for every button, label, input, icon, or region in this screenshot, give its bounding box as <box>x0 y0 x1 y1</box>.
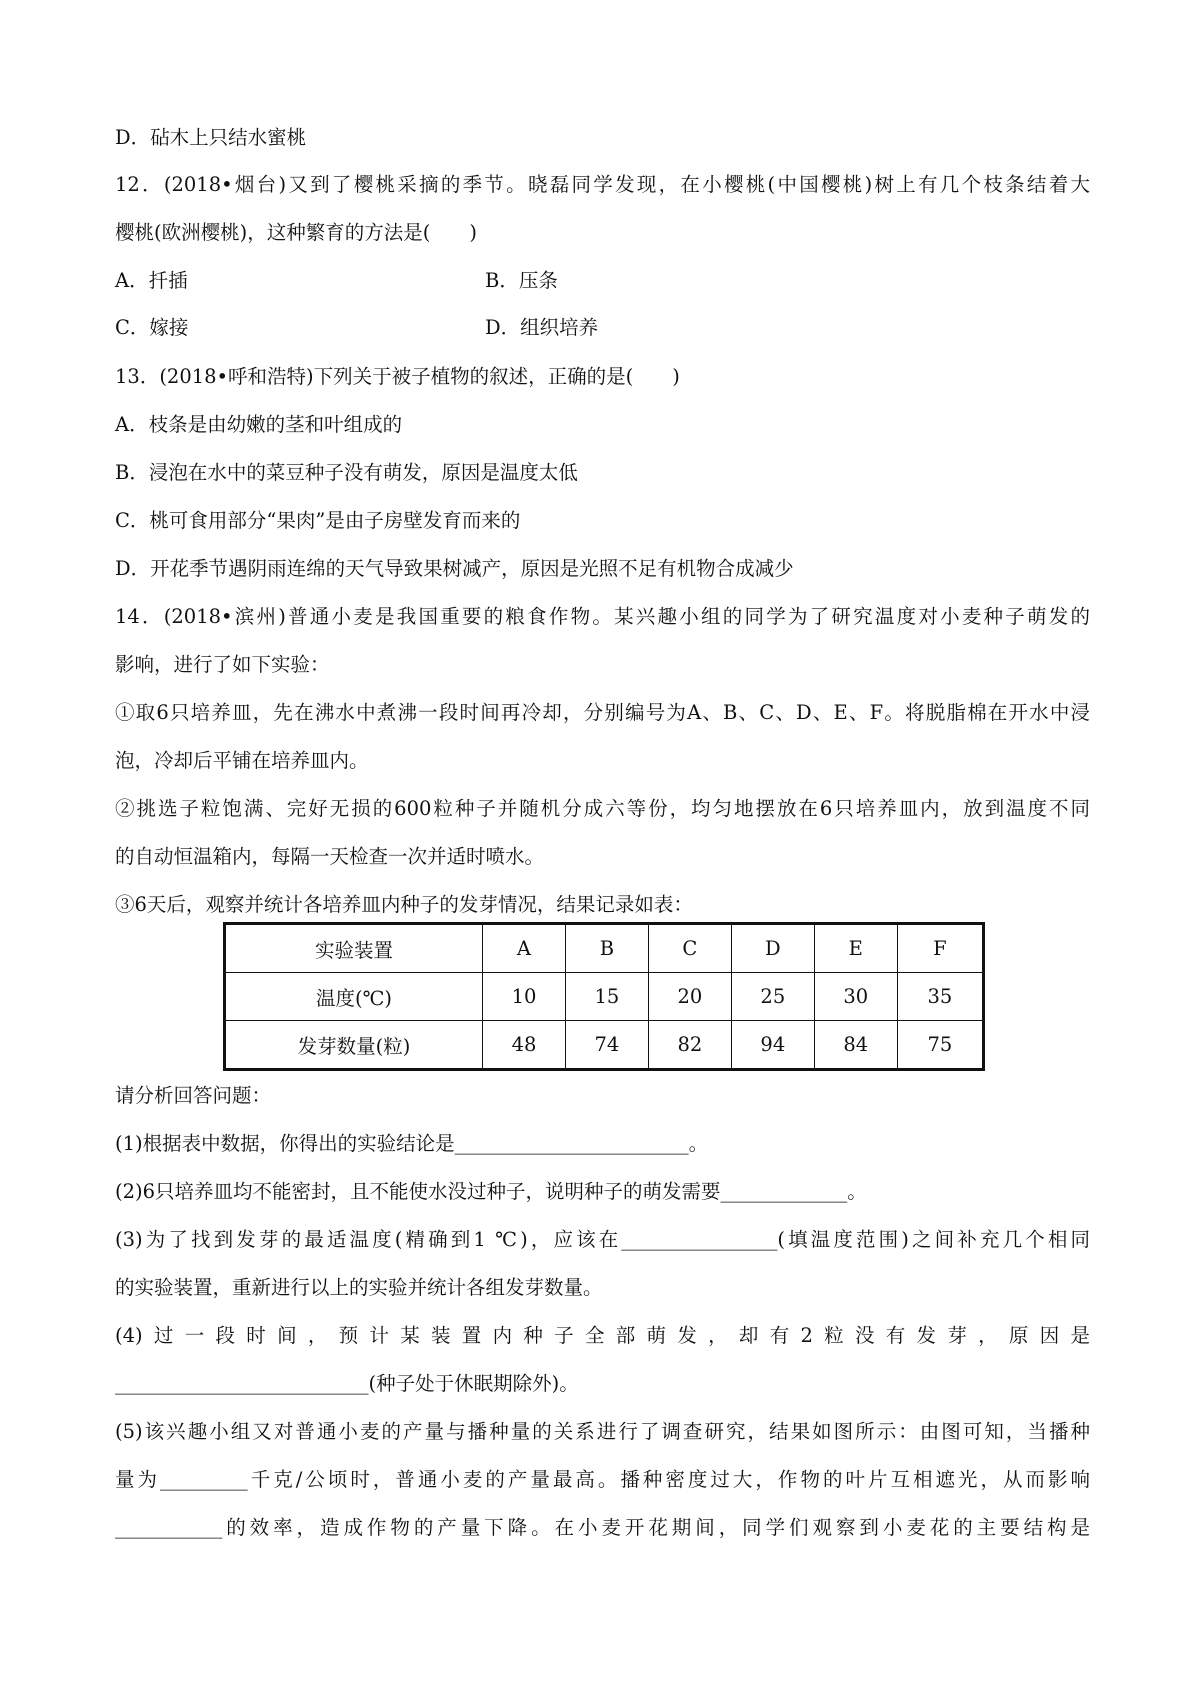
table-cell: F <box>897 924 983 973</box>
table-row <box>225 973 984 1021</box>
table-cell: 实验装置 <box>225 924 483 973</box>
table-cell: 20 <box>648 973 731 1021</box>
table-cell: 48 <box>483 1021 566 1070</box>
results-table <box>223 922 985 1071</box>
q13-option-b: B．浸泡在水中的菜豆种子没有萌发，原因是温度太低 <box>115 461 578 484</box>
q14-stem-line1: 14．(2018•滨州)普通小麦是我国重要的粮食作物。某兴趣小组的同学为了研究温度对小麦种子萌发的 <box>115 605 1090 628</box>
q14-step2-line2: 的自动恒温箱内，每隔一天检查一次并适时喷水。 <box>115 845 545 868</box>
q14-part1: (1)根据表中数据，你得出的实验结论是________________________。 <box>115 1132 709 1155</box>
q14-part2: (2)6只培养皿均不能密封，且不能使水没过种子，说明种子的萌发需要_____________。 <box>115 1180 867 1203</box>
q13-option-a: A．枝条是由幼嫩的茎和叶组成的 <box>115 413 403 436</box>
q14-step1-line1: ①取6只培养皿，先在沸水中煮沸一段时间再冷却，分别编号为A、B、C、D、E、F。将脱脂棉在开水中浸 <box>115 701 1090 724</box>
table-cell: D <box>731 924 814 973</box>
q14-prompt: 请分析回答问题： <box>115 1084 272 1107</box>
q14-step1-line2: 泡，冷却后平铺在培养皿内。 <box>115 749 369 772</box>
q14-stem-line2: 影响，进行了如下实验： <box>115 653 330 676</box>
q13-option-c: C．桃可食用部分“果肉”是由子房壁发育而来的 <box>115 509 521 532</box>
table-cell: 75 <box>897 1021 983 1070</box>
table-cell: 发芽数量(粒) <box>225 1021 483 1070</box>
table-cell: A <box>483 924 566 973</box>
q12-stem-line2: 樱桃(欧洲樱桃)，这种繁育的方法是( ) <box>115 221 477 244</box>
table-cell: 74 <box>565 1021 648 1070</box>
table-cell: E <box>814 924 897 973</box>
q14-part3-line2: 的实验装置，重新进行以上的实验并统计各组发芽数量。 <box>115 1276 603 1299</box>
table-cell: 温度(℃) <box>225 973 483 1021</box>
q12-options-row2 <box>115 316 1090 340</box>
table-cell: 82 <box>648 1021 731 1070</box>
q14-step2-line1: ②挑选子粒饱满、完好无损的600粒种子并随机分成六等份，均匀地摆放在6只培养皿内，放到温度不同 <box>115 797 1090 820</box>
q12-stem-line1: 12．(2018•烟台)又到了樱桃采摘的季节。晓磊同学发现，在小樱桃(中国樱桃)树上有几个枝条结着大 <box>115 173 1090 196</box>
q12-option-c: C．嫁接 <box>115 316 189 339</box>
table-cell: B <box>565 924 648 973</box>
q12-option-b: B．压条 <box>485 269 558 292</box>
table-cell: 35 <box>897 973 983 1021</box>
q14-part4-line2: __________________________(种子处于休眠期除外)。 <box>115 1372 579 1395</box>
q12-option-a: A．扦插 <box>115 269 188 292</box>
table-cell: 15 <box>565 973 648 1021</box>
q12-option-d: D．组织培养 <box>485 316 599 339</box>
table-cell: 94 <box>731 1021 814 1070</box>
q13-option-d: D．开花季节遇阴雨连绵的天气导致果树减产，原因是光照不足有机物合成减少 <box>115 557 794 580</box>
table-cell: C <box>648 924 731 973</box>
q14-step3: ③6天后，观察并统计各培养皿内种子的发芽情况，结果记录如表： <box>115 893 693 916</box>
table-cell: 84 <box>814 1021 897 1070</box>
q12-options-row1 <box>115 269 1090 293</box>
table-cell: 25 <box>731 973 814 1021</box>
q14-part5-line3: ___________的效率，造成作物的产量下降。在小麦开花期间，同学们观察到小麦花的主要结构是 <box>115 1516 1090 1539</box>
q14-part3-line1: (3)为了找到发芽的最适温度(精确到1 ℃)，应该在________________(填温度范围)之间补充几个相同 <box>115 1228 1090 1251</box>
q14-part5-line1: (5)该兴趣小组又对普通小麦的产量与播种量的关系进行了调查研究，结果如图所示：由图可知，当播种 <box>115 1420 1090 1443</box>
table-cell: 10 <box>483 973 566 1021</box>
q11-option-d: D．砧木上只结水蜜桃 <box>115 126 307 149</box>
q14-part5-line2: 量为_________千克/公顷时，普通小麦的产量最高。播种密度过大，作物的叶片互相遮光，从而影响 <box>115 1468 1090 1491</box>
table-cell: 30 <box>814 973 897 1021</box>
q14-part4-line1: (4)过一段时间，预计某装置内种子全部萌发，却有2粒没有发芽，原因是 <box>115 1324 1090 1347</box>
table-row <box>225 1021 984 1070</box>
q13-stem: 13．(2018•呼和浩特)下列关于被子植物的叙述，正确的是( ) <box>115 365 680 388</box>
table-row <box>225 924 984 973</box>
